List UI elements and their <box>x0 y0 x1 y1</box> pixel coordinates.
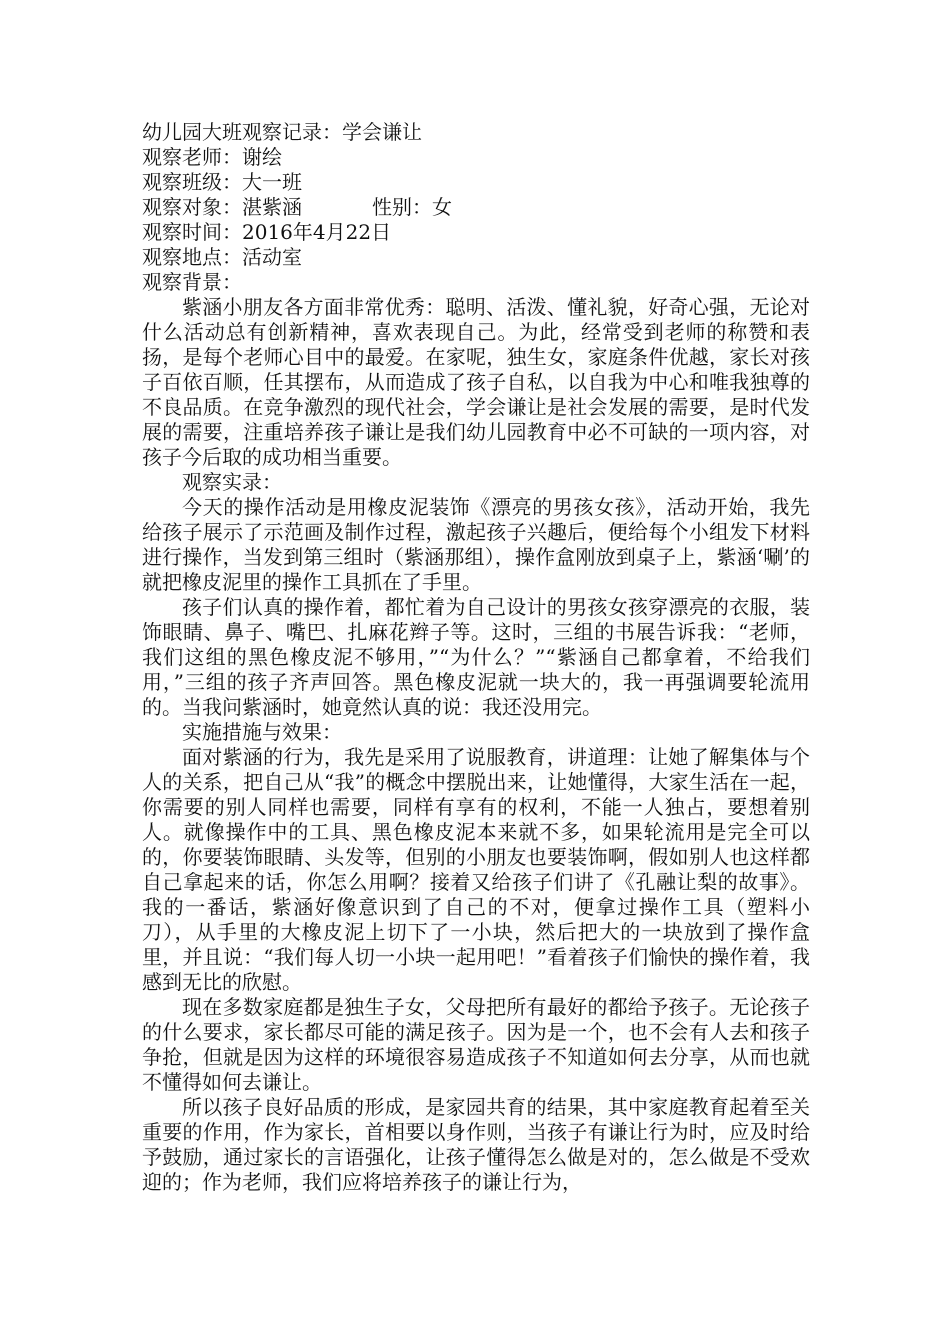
record-heading: 观察实录： <box>182 470 282 494</box>
record-paragraph-1: 今天的操作活动是用橡皮泥装饰《漂亮的男孩女孩》，活动开始，我先给孩子展示了示范画及制作过程，激起孩子兴趣后，便给每个小组发下材料进行操作，当发到第三组时（紫涵那组），操作盒刚放到桌子上，紫涵‘唰’的就把橡皮泥里的操作工具抓在了手里。 <box>142 495 810 594</box>
document-title: 幼儿园大班观察记录：学会谦让 <box>142 120 422 144</box>
measures-paragraph-1: 面对紫涵的行为，我先是采用了说服教育，讲道理：让她了解集体与个人的关系，把自己从“我”的概念中摆脱出来，让她懂得，大家生活在一起，你需要的别人同样也需要，同样有享有的权利，不能一人独占，要想着别人。就像操作中的工具、黑色橡皮泥本来就不多，如果轮流用是完全可以的，你要装饰眼睛、头发等，但别的小朋友也要装饰啊，假如别人也这样都自己拿起来的话，你怎么用啊？接着又给孩子们讲了《孔融让梨的故事》。我的一番话，紫涵好像意识到了自己的不对，便拿过操作工具（塑料小刀），从手里的大橡皮泥上切下了一小块，然后把大的一块放到了操作盒里，并且说：“我们每人切一小块一起用吧！”看着孩子们愉快的操作着，我感到无比的欣慰。 <box>142 745 810 994</box>
document-page <box>142 120 810 1195</box>
observer-teacher: 观察老师：谢绘 <box>142 145 282 169</box>
subject-gender: 性别：女 <box>372 195 452 219</box>
observed-class: 观察班级：大一班 <box>142 170 302 194</box>
observed-subject: 观察对象：湛紫涵 <box>142 195 302 219</box>
observation-time: 观察时间：2016年4月22日 <box>142 220 392 244</box>
background-paragraph: 紫涵小朋友各方面非常优秀：聪明、活泼、懂礼貌，好奇心强，无论对什么活动总有创新精神，喜欢表现自己。为此，经常受到老师的称赞和表扬，是每个老师心目中的最爱。在家呢，独生女，家庭条件优越，家长对孩子百依百顺，任其摆布，从而造成了孩子自私，以自我为中心和唯我独尊的不良品质。在竞争激烈的现代社会，学会谦让是社会发展的需要，是时代发展的需要，注重培养孩子谦让是我们幼儿园教育中必不可缺的一项内容，对孩子今后取的成功相当重要。 <box>142 295 810 469</box>
observed-subject-row <box>142 195 810 220</box>
record-paragraph-2: 孩子们认真的操作着，都忙着为自己设计的男孩女孩穿漂亮的衣服，装饰眼睛、鼻子、嘴巴、扎麻花辫子等。这时，三组的书展告诉我：“老师，我们这组的黑色橡皮泥不够用，”“为什么？”“紫涵自己都拿着，不给我们用，”三组的孩子齐声回答。黑色橡皮泥就一块大的，我一再强调要轮流用的。当我问紫涵时，她竟然认真的说：我还没用完。 <box>142 595 810 719</box>
measures-paragraph-2: 现在多数家庭都是独生子女，父母把所有最好的都给予孩子。无论孩子的什么要求，家长都尽可能的满足孩子。因为是一个，也不会有人去和孩子争抢，但就是因为这样的环境很容易造成孩子不知道如何去分享，从而也就不懂得如何去谦让。 <box>142 995 810 1094</box>
measures-paragraph-3: 所以孩子良好品质的形成，是家园共育的结果，其中家庭教育起着至关重要的作用，作为家长，首相要以身作则，当孩子有谦让行为时，应及时给予鼓励，通过家长的言语强化，让孩子懂得怎么做是对的，怎么做是不受欢迎的；作为老师，我们应将培养孩子的谦让行为， <box>142 1095 810 1194</box>
background-heading: 观察背景： <box>142 270 242 294</box>
measures-heading: 实施措施与效果： <box>182 720 342 744</box>
observation-location: 观察地点：活动室 <box>142 245 302 269</box>
